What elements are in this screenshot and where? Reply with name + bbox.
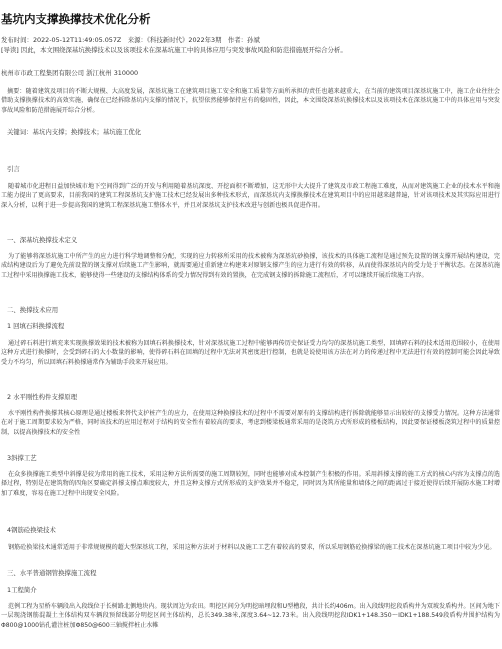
affiliation: 杭州市市政工程集团有限公司 浙江杭州 310000 [1,69,139,77]
intro-heading: 引言 [7,165,20,173]
subsection-2-1-heading: 1 回填石料换撑流程 [7,322,65,330]
keywords: 关键词：基坑内支撑；换撑技术；基坑施工优化 [7,128,142,136]
subsection-3-heading: 3斜撑工艺 [7,454,37,462]
section-3-heading: 三、水平普通钢管换撑施工流程 [7,569,97,577]
subsection-3-1-heading: 1工程简介 [7,586,37,594]
subsection-4-text: 钢筋砼换梁技术通常适用于非常规规模的超大型深基坑工程，采用这种方法对于材料以及施工工艺有着较高的要求，所以采用钢筋砼换撑梁的施工技术在深基坑施工项目中较为少见。 [8,544,496,551]
intro-text: 随着城市化进程日益加快城市地下空间得到广泛的开发与利用随着基坑深度、开挖面积不断增加，这无形中大大提升了建筑及市政工程施工难度，从而对建筑施工企业的技术水平和施工能力提出了更高要求，目前我国的建筑工程深基坑支护施工技术已经发展出多种技术形式，而深基坑内支撑换撑技术在建筑项目中的应用越来越普遍，针对该项技术及其实际应用进行深入分析，以利于进一步提高我国的建筑工程深基坑施工整体水平，并且对深基坑支护技术改进与创新也极具促进作用。 [1,183,500,209]
section-1-text: 为了能够将深基坑施工中所产生的应力进行科学地调整和分配，实现的应力转移所采用的技术被称为深基坑砂换撑，该技术的具体施工流程是通过预先设置的钢支撑开展结构建设，完成结构建设后为了避免先前设置的钢支撑对后续施工产生影响，就需要通过重新建立构建来对原钢支撑产生的应力进行有效的转移，从而使得深基坑内的受力处于平衡状态。在深基坑施工过程中采用换撑施工技术，能够使得一些建设的支撑结构体系的受力情况得到有效的置换，在完成钢支撑的拆除施工流程后，才可以继续开展后续施工内容。 [1,253,500,279]
subsection-3-1-text: 范例工程为星桥车辆段出入段线位于长树路北侧地块内。现状周边为农田。明挖区间分为明挖暗埋段和U型槽段，共计长约406m。出入段线明挖段盾构井为双坡发盾构井。区间为地下一层现浇钢筋混凝土主体结构双车辆段预留线部分明挖区间主体结构，总长349.38米,深度3.64~12.73米。出入段线明挖段IDK1+148.350～IDK1+188.549段盾构井围护结构为Φ800@1000钻孔灌注桩加Φ850@600三轴搅拌桩止水帷 [1,603,500,629]
guide-line: [导读] 因此，本文围绕深基坑换撑技术以及该项技术在深基坑施工中的具体应用与突发事故风险和防范措施展开综合分析。 [1,46,347,54]
article-title: 基坑内支撑换撑技术优化分析 [1,12,151,26]
subsection-2-1-text: 通过碎石料进行填充来实现换撑效果的技术被称为回填石料换撑技术，针对深基坑施工过程中能够再传历史保证受力均匀的深基坑施工类型，回填碎石料的技术适用范围较小，在使用这种方式进行换撑时，会受到碎石的大小数量的影响，使得碎石料在回填的过程中无法对其密度进行控制，也就是说使用该方法在对力的传递过程中无法进行有效的控制可能会因此导致受力不均匀，所以回填石料换撑通常作为辅助手段来开展应用。 [1,340,500,366]
subsection-2-2-text: 水平刚性构件换撑其核心原理是通过楼板来替代支护桩产生的应力，在使用这种换撑技术的过程中不需要对原有的支撑结构进行拆除就能够显示出较好的支撑受力情况。这种方法通常在对于施工周期要求较为严格，同时该技术的应用过程对于结构的安全性有着较高的要求，考虑到楼梁板通常采用的是浇筑方式所形成的楼板结构，因此要保证楼板浇筑过程中的质量控制，以提高换撑技术的安全性 [1,410,500,436]
section-2-heading: 二、换撑技术应用 [7,306,59,314]
abstract: 摘要：随着建筑及项目的不断大规模、大高度发展，深基坑施工在建筑项目施工安全和施工质量等方面所承担的责任也越来越重大，在当前的建筑项目深基坑施工中，施工企业往往会借助支撑换撑技术的高效实施，确保在已经拆除基坑内支撑的情况下，抗望依然能够保持应有的稳固性，因此，本文围绕深基坑换撑技术以及该项技术在深基坑施工中的具体应用与突发事故风险和防范措施展开综合分析。 [1,88,500,114]
publish-meta: 发布时间：2022-05-12T11:49:05.057Z 来源：《科技新时代》2022年3期 作者：孙斌 [1,36,260,44]
subsection-2-2-heading: 2 水平刚性构件支撑原理 [7,393,78,401]
section-1-heading: 一、深基坑换撑技术定义 [7,236,78,244]
subsection-4-heading: 4钢筋砼换梁技术 [7,526,56,534]
subsection-3-text: 在众多换撑施工类型中斜撑是较为常用的施工技术，采用这种方法所需要的施工周期较短，同时也能够对成本控制产生积极的作用。采用斜撑支撑的施工方式的核心内容为支撑点的选择过程，特别是在建筑物的四角区要确定斜撑支撑点难度较大，并且这种支撑方式所形成的支护效果并不稳定，同时因为其所能量和墙体之间的距离过于接近使得后续开展防水施工时增加了难度，容易在施工过程中出现安全风险。 [1,471,500,497]
